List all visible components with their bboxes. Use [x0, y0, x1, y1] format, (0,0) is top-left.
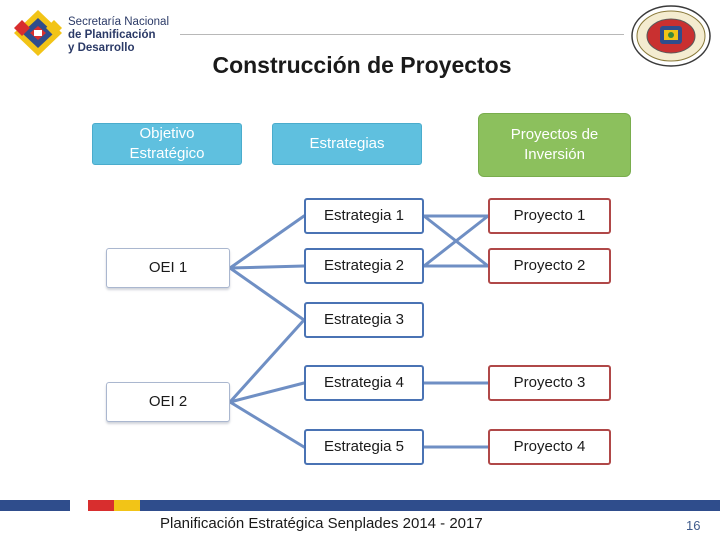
connector-oei1-estrategia3: [230, 268, 304, 320]
strategy-label: Estrategia 3: [323, 311, 405, 328]
objective-header: [92, 123, 242, 165]
strategy-box-5: [304, 429, 424, 465]
objective-label: OEI 2: [148, 393, 188, 410]
project-box-2: [488, 248, 611, 284]
strategy-box-2: [304, 248, 424, 284]
strategies-header-label: Estrategias: [309, 135, 385, 152]
objective-header-label: Objetivo Estratégico: [129, 125, 205, 162]
slide-title: Construcción de Proyectos: [212, 52, 512, 78]
connector-oei1-estrategia1: [230, 216, 304, 268]
footer-bar-yellow: [114, 500, 140, 511]
strategy-label: Estrategia 4: [323, 374, 405, 391]
projects-header-label: Proyectos de Inversión: [510, 126, 599, 163]
org-line-3: y Desarrollo: [68, 42, 135, 54]
project-box-1: [488, 198, 611, 234]
footer-bar-gap: [70, 500, 88, 511]
footer-text: Planificación Estratégica Senplades 2014 - 2017: [160, 515, 483, 532]
objective-label: OEI 1: [148, 259, 188, 276]
objective-box-oei1: [106, 248, 230, 288]
objective-box-oei2: [106, 382, 230, 422]
footer-bar-red: [88, 500, 114, 511]
strategy-box-3: [304, 302, 424, 338]
footer-color-bar: [0, 500, 720, 511]
strategy-label: Estrategia 1: [323, 207, 405, 224]
project-box-4: [488, 429, 611, 465]
projects-header: [478, 113, 631, 177]
connector-oei2-estrategia4: [230, 383, 304, 402]
strategies-header: [272, 123, 422, 165]
connector-oei2-estrategia3: [230, 320, 304, 402]
project-label: Proyecto 3: [513, 374, 586, 391]
project-label: Proyecto 1: [513, 207, 586, 224]
project-label: Proyecto 2: [513, 257, 586, 274]
project-label: Proyecto 4: [513, 438, 586, 455]
footer-bar-blue-right: [140, 500, 720, 511]
strategy-label: Estrategia 2: [323, 257, 405, 274]
strategy-box-4: [304, 365, 424, 401]
connector-oei2-estrategia5: [230, 402, 304, 447]
page-number: 16: [686, 518, 701, 533]
strategy-box-1: [304, 198, 424, 234]
project-box-3: [488, 365, 611, 401]
connector-oei1-estrategia2: [230, 266, 304, 268]
org-line-2: de Planificación: [68, 29, 156, 41]
strategy-label: Estrategia 5: [323, 438, 405, 455]
footer-bar-blue-left: [0, 500, 70, 511]
org-line-1: Secretaría Nacional: [68, 16, 169, 28]
